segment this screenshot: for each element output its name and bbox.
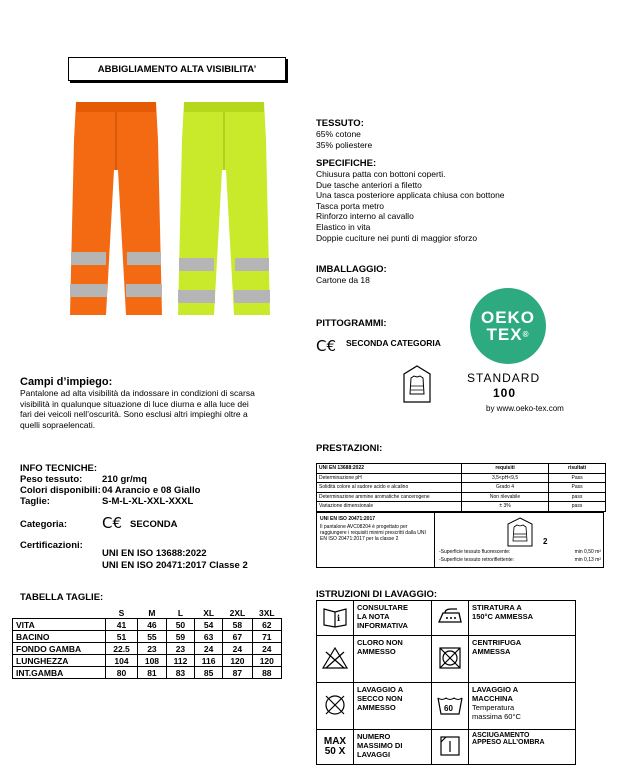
- table-cell: 51: [106, 631, 138, 643]
- line-dry-shade-icon: [432, 730, 469, 765]
- yellow-trousers-image: [176, 100, 272, 320]
- table-cell: 22.5: [106, 643, 138, 655]
- table-cell: 41: [106, 619, 138, 631]
- table-cell: pass: [549, 502, 606, 512]
- oeko-tex-logo: [470, 288, 546, 364]
- info-value: 04 Arancio e 08 Giallo: [102, 485, 201, 496]
- table-cell: pass: [549, 492, 606, 502]
- row-label: VITA: [13, 619, 106, 631]
- ce-mark-icon: C€: [316, 337, 337, 355]
- en20471-box: [316, 512, 604, 568]
- table-cell: 108: [138, 655, 167, 667]
- table-cell: Pass: [549, 483, 606, 493]
- campi-line: quelli sopraelencati.: [20, 419, 96, 430]
- wash-cell: LAVAGGIO A MACCHINA Temperatura massima 60°C: [469, 683, 576, 730]
- table-cell: 80: [106, 667, 138, 679]
- row-label: BACINO: [13, 631, 106, 643]
- specifiche-line: Chiusura patta con bottoni coperti.: [316, 169, 446, 179]
- table-cell: 67: [223, 631, 252, 643]
- table-row: [13, 619, 282, 631]
- info-label: Taglie:: [20, 496, 50, 507]
- info-heading: INFO TECNICHE:: [20, 463, 98, 474]
- info-label: Peso tessuto:: [20, 474, 83, 485]
- table-cell: 83: [166, 667, 194, 679]
- wash-cell: ASCIUGAMENTO APPESO ALL’OMBRA: [469, 730, 576, 765]
- requirement-row: -Superficie tessuto retroriflettente: min 0,13 m²: [439, 557, 601, 563]
- imballaggio-section: [316, 264, 387, 286]
- size-table: [12, 607, 282, 679]
- size-col-header: M: [148, 607, 156, 618]
- oeko-url: by www.oeko-tex.com: [486, 404, 564, 413]
- lavaggio-heading: ISTRUZIONI DI LAVAGGIO:: [316, 589, 438, 600]
- row-label: INT.GAMBA: [13, 667, 106, 679]
- table-cell: 120: [223, 655, 252, 667]
- table-row: [317, 683, 576, 730]
- table-cell: UNI EN 13688:2022: [317, 464, 462, 474]
- table-cell: 23: [166, 643, 194, 655]
- campi-line: Pantalone ad alta visibilità da indossare in condizioni di scarsa: [20, 388, 255, 398]
- wash-instructions-table: [316, 600, 576, 765]
- en20471-title: UNI EN ISO 20471:2017: [320, 516, 376, 522]
- table-cell: 116: [195, 655, 223, 667]
- size-col-header: L: [177, 607, 184, 618]
- machine-wash-60-icon: [432, 683, 469, 730]
- table-row: [317, 601, 576, 636]
- iron-icon: [432, 601, 469, 636]
- table-cell: 85: [195, 667, 223, 679]
- wash-cell: CONSULTARE LA NOTA INFORMATIVA: [354, 601, 432, 636]
- table-cell: 87: [223, 667, 252, 679]
- info-value: S-M-L-XL-XXL-XXXL: [102, 496, 194, 507]
- ce-category-text: SECONDA CATEGORIA: [346, 338, 441, 348]
- table-row: [317, 464, 606, 474]
- cert-line: UNI EN ISO 20471:2017 Classe 2: [102, 560, 248, 571]
- prestazioni-table: [316, 463, 606, 512]
- specifiche-heading: SPECIFICHE:: [316, 158, 377, 169]
- categoria-label: Categoria:: [20, 519, 67, 530]
- table-cell: ± 3%: [462, 502, 549, 512]
- table-cell: Grado 4: [462, 483, 549, 493]
- tessuto-heading: TESSUTO:: [316, 118, 364, 129]
- orange-trousers-image: [68, 100, 164, 320]
- no-bleach-icon: [317, 636, 354, 683]
- table-cell: 120: [252, 655, 281, 667]
- info-value: 210 gr/mq: [102, 474, 147, 485]
- wash-cell: CLORO NON AMMESSO: [354, 636, 432, 683]
- info-label: Colori disponibili:: [20, 485, 101, 496]
- table-cell: Variazione dimensionale: [317, 502, 462, 512]
- document-title: ABBIGLIAMENTO ALTA VISIBILITA’: [68, 57, 286, 81]
- table-cell: 3,5<pH<9,5: [462, 473, 549, 483]
- specifiche-line: Elastico in vita: [316, 221, 371, 232]
- table-cell: 24: [252, 643, 281, 655]
- table-row: [13, 643, 282, 655]
- table-row: [317, 492, 606, 502]
- prestazioni-heading: PRESTAZIONI:: [316, 443, 383, 454]
- table-cell: Determinazione pH: [317, 473, 462, 483]
- table-cell: Non rilevabile: [462, 492, 549, 502]
- max-washes-icon: MAX 50 X: [317, 730, 354, 765]
- oeko-standard-label: STANDARD: [467, 371, 541, 385]
- imballaggio-value: Cartone da 18: [316, 275, 370, 285]
- row-label: FONDO GAMBA: [13, 643, 106, 655]
- info-tecniche-section: [20, 463, 200, 507]
- table-cell: 81: [138, 667, 167, 679]
- hi-vis-jacket-icon: [507, 517, 533, 547]
- tessuto-line: 35% poliestere: [316, 139, 373, 150]
- table-cell: 24: [195, 643, 223, 655]
- pittogrammi-heading: PITTOGRAMMI:: [316, 318, 387, 329]
- table-row: [317, 636, 576, 683]
- table-cell: 46: [138, 619, 167, 631]
- campi-line: visibilità in qualunque situazione di luce diurna e alla luce dei: [20, 398, 249, 409]
- oeko-text: OEKO: [480, 308, 536, 327]
- class-number: 2: [543, 537, 548, 546]
- specifiche-line: Una tasca posteriore applicata chiusa con bottone: [316, 190, 505, 201]
- table-row: [317, 730, 576, 765]
- specifiche-line: Tasca porta metro: [316, 200, 385, 211]
- table-cell: 50: [166, 619, 194, 631]
- tessuto-line: 65% cotone: [316, 129, 361, 139]
- size-table-header: [13, 607, 282, 619]
- table-row: [13, 631, 282, 643]
- table-row: [13, 655, 282, 667]
- table-row: [317, 473, 606, 483]
- table-cell: Determinazione ammine aromatiche cancerogene: [317, 492, 462, 502]
- campi-line: fari dei veicoli nell’oscurità. Sono esclusi altri impieghi oltre a: [20, 409, 248, 420]
- table-cell: Solidità colore al sudore acido e alcalino: [317, 483, 462, 493]
- requirement-row: -Superficie tessuto fluorescente: min 0,50 m²: [439, 549, 601, 555]
- tessuto-section: [316, 118, 372, 150]
- hi-vis-pictogram-icon: [402, 364, 432, 404]
- specifiche-line: Due tasche anteriori a filetto: [316, 179, 422, 190]
- table-cell: 24: [223, 643, 252, 655]
- certificazioni-label: Certificazioni:: [20, 540, 83, 551]
- table-cell: 59: [166, 631, 194, 643]
- table-cell: Pass: [549, 473, 606, 483]
- size-col-header: S: [118, 607, 125, 618]
- ce-mark-icon: C€: [102, 514, 123, 532]
- table-row: [13, 667, 282, 679]
- en20471-text: Il pantalone AVC08204 è progettato per raggiungere i requisiti minimi prescritti dalla UNI EN ISO 20471:2017 per la classe 2: [320, 524, 426, 542]
- campi-heading: Campi d’impiego:: [20, 376, 113, 388]
- table-cell: 63: [195, 631, 223, 643]
- en20471-description: [317, 513, 435, 567]
- table-cell: 54: [195, 619, 223, 631]
- table-cell: requisiti: [462, 464, 549, 474]
- table-cell: 55: [138, 631, 167, 643]
- tumble-dry-icon: [432, 636, 469, 683]
- table-cell: 104: [106, 655, 138, 667]
- row-label: LUNGHEZZA: [13, 655, 106, 667]
- svg-text:60: 60: [444, 704, 453, 713]
- wash-cell: CENTRIFUGA AMMESSA: [469, 636, 576, 683]
- svg-text:i: i: [337, 613, 341, 623]
- size-col-header: 2XL: [229, 607, 246, 618]
- table-cell: 71: [252, 631, 281, 643]
- specifiche-line: Doppie cuciture nei punti di maggior sforzo: [316, 232, 478, 243]
- table-cell: 23: [138, 643, 167, 655]
- registered-mark: ®: [522, 330, 530, 339]
- imballaggio-heading: IMBALLAGGIO:: [316, 264, 387, 275]
- table-cell: 112: [166, 655, 194, 667]
- wash-cell: NUMERO MASSIMO DI LAVAGGI: [354, 730, 432, 765]
- wash-cell: LAVAGGIO A SECCO NON AMMESSO: [354, 683, 432, 730]
- tabella-taglie-heading: TABELLA TAGLIE:: [20, 592, 104, 603]
- table-cell: 88: [252, 667, 281, 679]
- categoria-value: SECONDA: [130, 519, 178, 530]
- no-dry-clean-icon: [317, 683, 354, 730]
- table-row: [317, 502, 606, 512]
- table-cell: 62: [252, 619, 281, 631]
- consult-note-icon: [317, 601, 354, 636]
- size-col-header: XL: [203, 607, 215, 618]
- table-row: [317, 483, 606, 493]
- size-col-header: 3XL: [259, 607, 275, 618]
- cert-line: UNI EN ISO 13688:2022: [102, 548, 207, 559]
- table-cell: risultati: [549, 464, 606, 474]
- specifiche-section: [316, 158, 505, 243]
- tex-text: TEX: [486, 325, 523, 344]
- wash-cell: STIRATURA A 150°C AMMESSA: [469, 601, 576, 636]
- campi-impiego-section: [20, 376, 290, 430]
- specifiche-line: Rinforzo interno al cavallo: [316, 211, 414, 222]
- oeko-standard-number: 100: [493, 386, 517, 400]
- table-cell: 58: [223, 619, 252, 631]
